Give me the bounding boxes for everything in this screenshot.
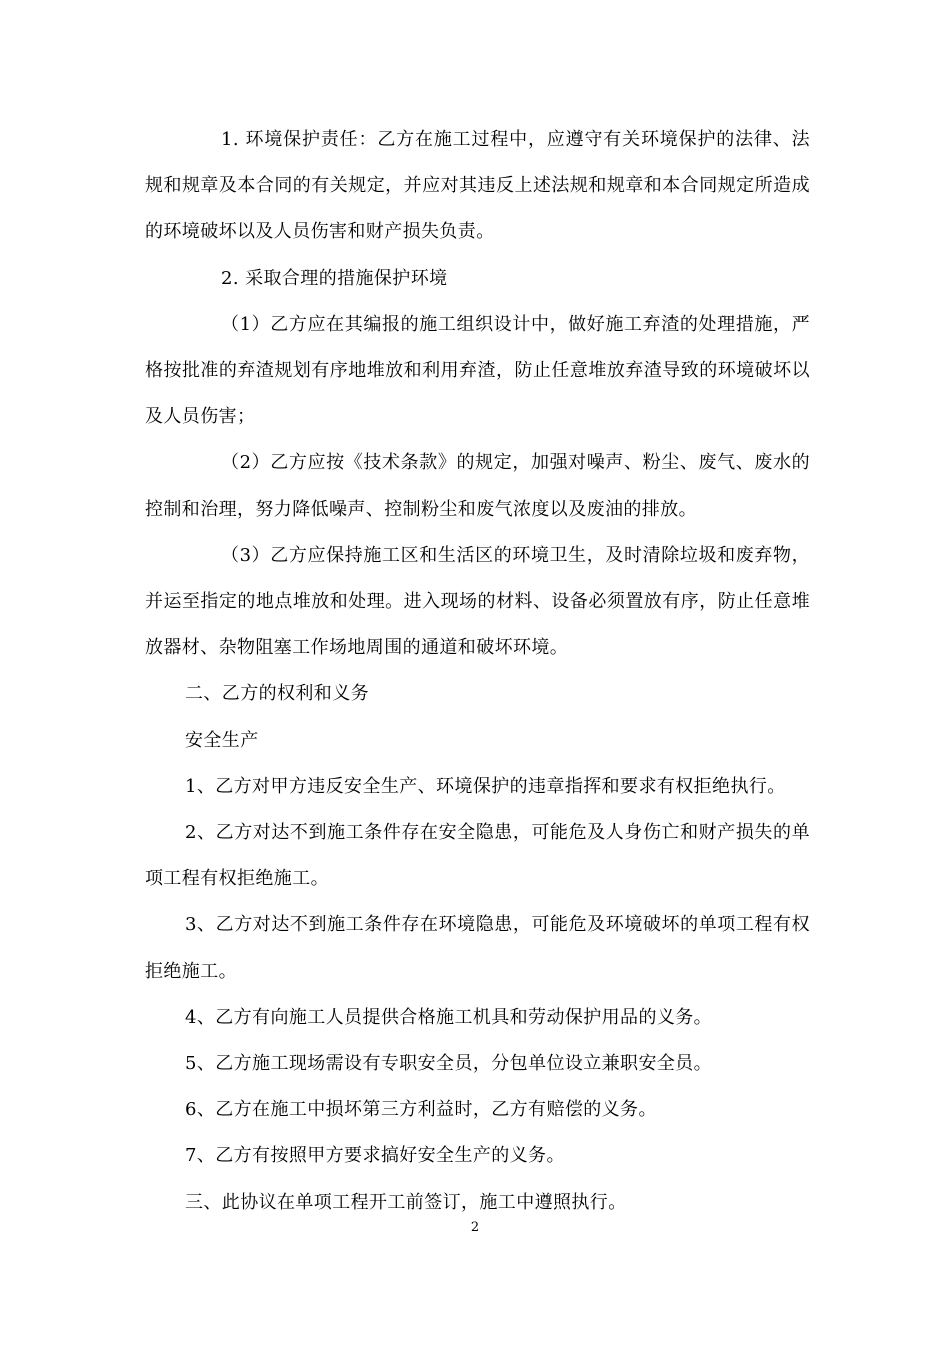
list-item-2: 2、乙方对达不到施工条件存在安全隐患，可能危及人身伤亡和财产损失的单项工程有权拒绝施工。 [145, 822, 810, 890]
paragraph-env-measures-heading: 2. 采取合理的措施保护环境 [221, 267, 448, 289]
list-item-3: 3、乙方对达不到施工条件存在环境隐患，可能危及环境破坏的单项工程有权拒绝施工。 [145, 914, 810, 982]
document-body [145, 117, 810, 1226]
paragraph-env-responsibility: 1. 环境保护责任：乙方在施工过程中，应遵守有关环境保护的法律、法规和规章及本合同的有关规定，并应对其违反上述法规和规章和本合同规定所造成的环境破坏以及人员伤害和财产损失负责。 [145, 129, 810, 243]
list-item-7: 7、乙方有按照甲方要求搞好安全生产的义务。 [185, 1145, 565, 1167]
list-item-6: 6、乙方在施工中损坏第三方利益时，乙方有赔偿的义务。 [185, 1099, 657, 1121]
paragraph-measure-1: （1）乙方应在其编报的施工组织设计中，做好施工弃渣的处理措施，严格按批准的弃渣规划有序地堆放和利用弃渣，防止任意堆放弃渣导致的环境破坏以及人员伤害； [145, 313, 810, 428]
subheading-safety: 安全生产 [185, 729, 259, 751]
list-item-4: 4、乙方有向施工人员提供合格施工机具和劳动保护用品的义务。 [185, 1006, 713, 1028]
list-item-1: 1、乙方对甲方违反安全生产、环境保护的违章指挥和要求有权拒绝执行。 [185, 775, 786, 797]
list-item-5: 5、乙方施工现场需设有专职安全员，分包单位设立兼职安全员。 [185, 1053, 713, 1075]
paragraph-measure-2: （2）乙方应按《技术条款》的规定，加强对噪声、粉尘、废气、废水的控制和治理，努力降低噪声、控制粉尘和废气浓度以及废油的排放。 [145, 452, 810, 520]
section-heading-agreement: 三、此协议在单项工程开工前签订，施工中遵照执行。 [185, 1191, 627, 1213]
section-heading-rights-duties: 二、乙方的权利和义务 [185, 683, 369, 705]
page-number: 2 [470, 1220, 480, 1235]
paragraph-measure-3: （3）乙方应保持施工区和生活区的环境卫生，及时清除垃圾和废弃物，并运至指定的地点堆放和处理。进入现场的材料、设备必须置放有序，防止任意堆放器材、杂物阻塞工作场地周围的通道和破坏环境。 [145, 544, 810, 659]
